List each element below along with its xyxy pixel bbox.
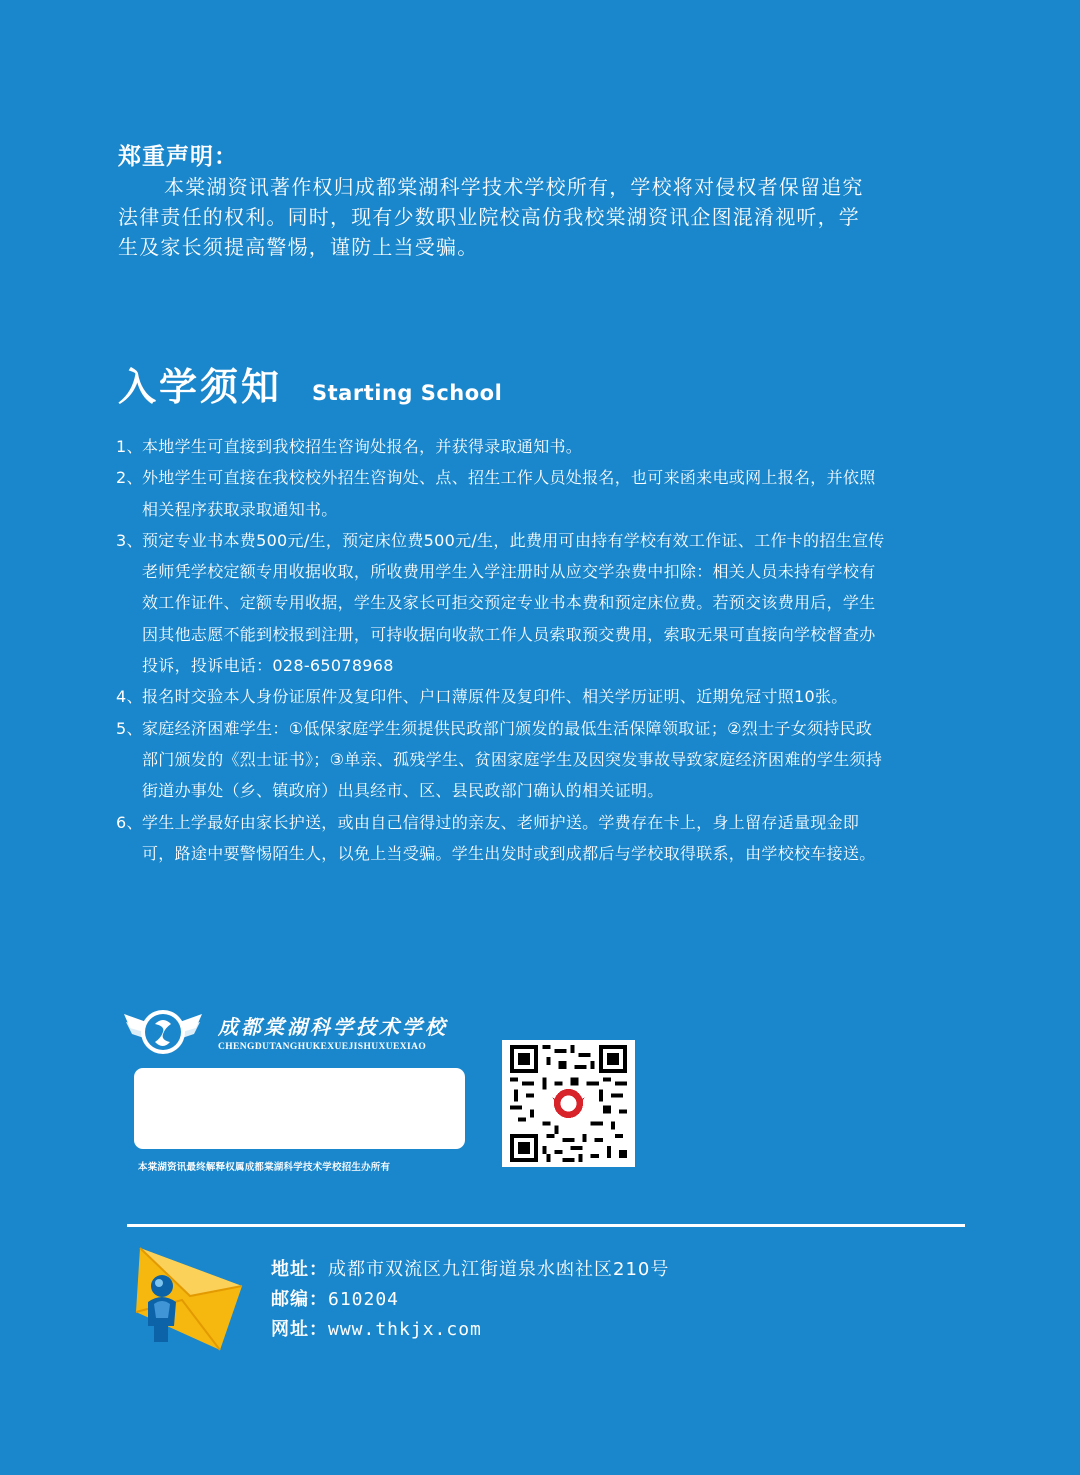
rule-number: 1、: [116, 437, 143, 456]
rules-list: [116, 431, 886, 869]
rule-text: 报名时交验本人身份证原件及复印件、户口薄原件及复印件、相关学历证明、近期免冠寸照10张。: [142, 687, 848, 707]
divider-line: [127, 1224, 965, 1227]
rule-text: 预定专业书本费500元/生，预定床位费500元/生，此费用可由持有学校有效工作证、工作卡的招生宣传老师凭学校定额专用收据收取，所收费用学生入学注册时从应交学杂费中扣除：相关人员未持有学校有效工作证件、定额专用收据，学生及家长可拒交预定专业书本费和预定床位费。若预交该费用后，学生因其他志愿不能到校报到注册，可持收据向收款工作人员索取预交费用，索取无果可直接向学校督查办投诉，投诉电话：028-65078968: [142, 530, 885, 676]
section-heading: [118, 356, 502, 411]
section-title-cn: 入学须知: [118, 365, 283, 409]
postcode-label: 邮编：: [271, 1289, 328, 1310]
rights-statement: 本棠湖资讯最终解释权属成都棠湖科学技术学校招生办所有: [138, 1162, 391, 1173]
school-name-pinyin: CHENGDUTANGHUKEXUEJISHUXUEXIAO: [218, 1041, 427, 1052]
website-label: 网址：: [271, 1319, 328, 1340]
postcode-row: [271, 1285, 669, 1315]
rule-number: 5、: [116, 718, 143, 738]
school-name-cn: 成都棠湖科学技术学校: [218, 1014, 448, 1039]
website-row: [271, 1315, 669, 1345]
envelope-person-icon: [134, 1242, 246, 1352]
rule-item: [116, 681, 886, 712]
address-label: 地址：: [271, 1259, 328, 1280]
rule-number: 3、: [116, 530, 143, 550]
school-emblem-icon: [122, 1000, 204, 1062]
rule-text: 本地学生可直接到我校招生咨询处报名，并获得录取通知书。: [142, 437, 583, 456]
address-row: [271, 1255, 669, 1285]
rule-text: 外地学生可直接在我校校外招生咨询处、点、招生工作人员处报名，也可来函来电或网上报名，并依照相关程序获取录取通知书。: [142, 468, 876, 519]
rule-item: [116, 431, 886, 462]
qr-code[interactable]: [502, 1040, 635, 1167]
school-name: [218, 1011, 448, 1052]
notice-title: 郑重声明：: [118, 144, 238, 170]
address-value: 成都市双流区九江街道泉水凼社区210号: [328, 1259, 670, 1280]
contact-info: [271, 1255, 669, 1345]
rule-text: 家庭经济困难学生：①低保家庭学生须提供民政部门颁发的最低生活保障领取证；②烈士子女须持民政部门颁发的《烈士证书》；③单亲、孤残学生、贫困家庭学生及因突发事故导致家庭经济困难的学生须持街道办事处（乡、镇政府）出具经市、区、县民政部门确认的相关证明。: [142, 718, 883, 801]
qr-code-icon: [510, 1045, 627, 1162]
rule-number: 4、: [116, 687, 143, 707]
rule-item: [116, 525, 886, 681]
website-link[interactable]: www.thkjx.com: [328, 1319, 482, 1340]
rule-number: 6、: [116, 812, 143, 832]
rule-item: [116, 462, 886, 525]
rule-item: [116, 713, 886, 807]
section-title-en: Starting School: [312, 381, 503, 405]
rule-item: [116, 807, 886, 870]
blank-white-panel: [134, 1068, 465, 1149]
postcode-value: 610204: [328, 1289, 400, 1310]
school-logo: [122, 1000, 448, 1062]
rule-number: 2、: [116, 468, 143, 488]
rule-text: 学生上学最好由家长护送，或由自己信得过的亲友、老师护送。学费存在卡上，身上留存适量现金即可，路途中要警惕陌生人，以免上当受骗。学生出发时或到成都后与学校取得联系，由学校校车接送。: [142, 812, 876, 863]
notice-body: 本棠湖资讯著作权归成都棠湖科学技术学校所有，学校将对侵权者保留追究法律责任的权利。同时，现有少数职业院校高仿我校棠湖资讯企图混淆视听，学生及家长须提高警惕，谨防上当受骗。: [118, 175, 864, 259]
